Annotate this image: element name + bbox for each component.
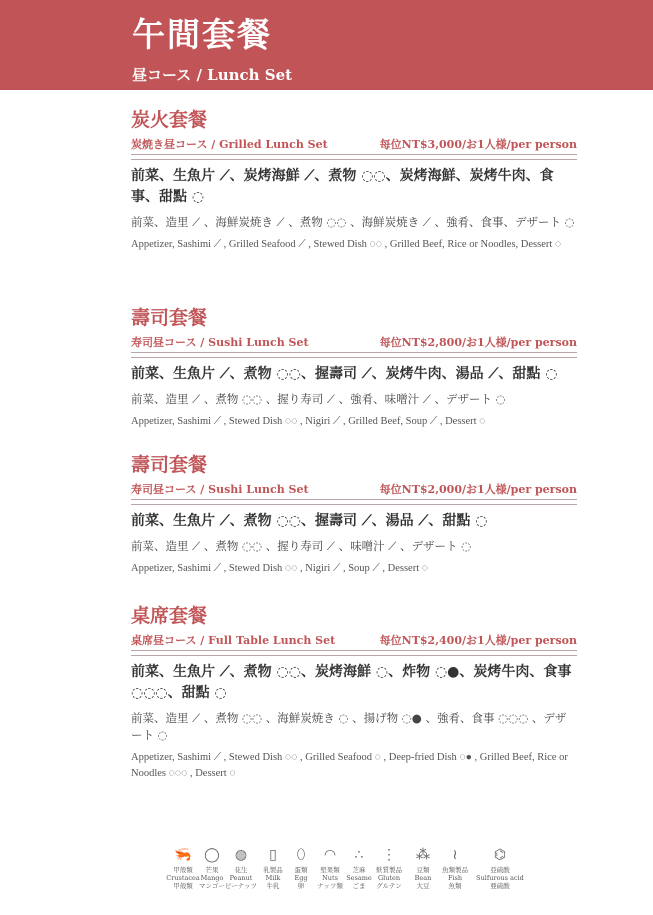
legend-item: 🦐 甲殼類 Crustacea 甲殻類 <box>163 844 203 890</box>
section-subtitle-en: Sushi Lunch Set <box>208 336 309 349</box>
legend-item: ⬯ 蛋類 Egg 卵 <box>281 844 321 890</box>
section-subtitle-en: Grilled Lunch Set <box>219 138 328 151</box>
shrimp-icon: 🦐 <box>174 847 192 863</box>
section-price: 每位NT$2,000/お1人様/per person <box>379 483 577 496</box>
legend-item: ⁂ 豆類 Bean 大豆 <box>403 844 443 890</box>
legend-item: ◍ 花生 Peanut ピーナッツ <box>221 844 261 890</box>
divider <box>131 499 577 505</box>
menu-line-jp: 前菜、造里 ⟋ 、煮物 ◌◌ 、握り寿司 ⟋ 、強肴、味噌汁 ⟋ 、デザート ◌ <box>131 392 506 406</box>
menu-line-en: Appetizer, Sashimi ⟋ , Stewed Dish ◌◌ , Grilled Seafood ◌ , Deep-fried Dish ◌● , Grilled Beef, Rice or Noodles ◌◌◌ , Dessert ◌ <box>131 752 568 779</box>
menu-section: 炭火套餐 炭焼き昼コース / Grilled Lunch Set 每位NT$3,000/お1人様/per person 前菜、生魚片 ⟋、炭烤海鮮 ⟋、煮物 ◌◌、炭烤海鮮、炭烤牛肉、食事、甜點 ◌ 前菜、造里 ⟋ 、海鮮炭焼き ⟋ 、煮物 ◌◌ 、海鮮炭焼き ⟋ 、強肴、食事、デザート ◌ Appetizer, Sashimi ⟋ , Grilled Seafood ⟋ , Stewed Dish ◌◌ , Grilled Beef, Rice or Noodles, Dessert ◌ <box>131 111 577 253</box>
section-subtitle-jp: 寿司昼コース <box>131 483 197 496</box>
section-subtitle-en: Full Table Lunch Set <box>208 634 336 647</box>
menu-line-en: Appetizer, Sashimi ⟋ , Stewed Dish ◌◌ , Nigiri ⟋ , Soup ⟋ , Dessert ◌ <box>131 563 428 574</box>
section-title: 壽司套餐 <box>131 454 208 476</box>
menu-section: 壽司套餐 寿司昼コース / Sushi Lunch Set 每位NT$2,800/お1人様/per person 前菜、生魚片 ⟋、煮物 ◌◌、握壽司 ⟋、炭烤牛肉、湯品 ⟋、甜點 ◌ 前菜、造里 ⟋ 、煮物 ◌◌ 、握り寿司 ⟋ 、強肴、味噌汁 ⟋ 、デザート ◌ Appetizer, Sashimi ⟋ , Stewed Dish ◌◌ , Nigiri ⟋ , Grilled Beef, Soup ⟋ , Dessert ◌ <box>131 309 577 430</box>
menu-line-zh: 前菜、生魚片 ⟋、煮物 ◌◌、握壽司 ⟋、湯品 ⟋、甜點 ◌ <box>131 513 488 529</box>
legend-item: ▯ 乳製品 Milk 牛乳 <box>253 844 293 890</box>
egg-icon: ⬯ <box>296 847 306 863</box>
sulfite-icon: ⌬ <box>493 847 507 863</box>
bean-icon: ⁂ <box>416 847 430 863</box>
menu-line-zh: 前菜、生魚片 ⟋、煮物 ◌◌、握壽司 ⟋、炭烤牛肉、湯品 ⟋、甜點 ◌ <box>131 366 558 382</box>
divider <box>131 352 577 358</box>
legend-item: ⋮ 麩質製品 Gluten グルテン <box>369 844 409 890</box>
section-subtitle-jp: 桌席昼コース <box>131 634 197 647</box>
legend-item: ∴ 芝麻 Sesame ごま <box>339 844 379 890</box>
menu-line-zh: 前菜、生魚片 ⟋、煮物 ◌◌、炭烤海鮮 ◌、炸物 ◌●、炭烤牛肉、食事 ◌◌◌、甜點 ◌ <box>131 664 572 701</box>
section-subtitle-jp: 寿司昼コース <box>131 336 197 349</box>
section-price: 每位NT$3,000/お1人様/per person <box>379 138 577 151</box>
menu-section: 桌席套餐 桌席昼コース / Full Table Lunch Set 每位NT$2,400/お1人様/per person 前菜、生魚片 ⟋、煮物 ◌◌、炭烤海鮮 ◌、炸物 ◌●、炭烤牛肉、食事 ◌◌◌、甜點 ◌ 前菜、造里 ⟋ 、煮物 ◌◌ 、海鮮炭焼き ◌ 、揚げ物 ◌● 、強肴、食事 ◌◌◌ 、デザート ◌ Appetizer, Sashimi ⟋ , Stewed Dish ◌◌ , Grilled Seafood ◌ , Deep-fried Dish ◌● , Grilled Beef, Rice or Noodles ◌◌◌ , Dessert ◌ <box>131 607 577 782</box>
menu-line-jp: 前菜、造里 ⟋ 、煮物 ◌◌ 、海鮮炭焼き ◌ 、揚げ物 ◌● 、強肴、食事 ◌◌◌ 、デザート ◌ <box>131 711 567 742</box>
menu-line-zh: 前菜、生魚片 ⟋、炭烤海鮮 ⟋、煮物 ◌◌、炭烤海鮮、炭烤牛肉、食事、甜點 ◌ <box>131 168 554 205</box>
menu-line-jp: 前菜、造里 ⟋ 、海鮮炭焼き ⟋ 、煮物 ◌◌ 、海鮮炭焼き ⟋ 、強肴、食事、デザート ◌ <box>131 215 575 229</box>
menu-line-jp: 前菜、造里 ⟋ 、煮物 ◌◌ 、握り寿司 ⟋ 、味噌汁 ⟋ 、デザート ◌ <box>131 539 472 553</box>
legend-item: ⌬ 亞硫酸 Sulfurous acid 亜硫酸 <box>475 844 525 890</box>
legend-item: ◯ 芒果 Mango マンゴー <box>192 844 232 890</box>
section-title: 壽司套餐 <box>131 307 208 329</box>
page-title: 午間套餐 <box>132 15 272 54</box>
header-banner <box>0 0 653 90</box>
legend-item: ◠ 堅果類 Nuts ナッツ類 <box>310 844 350 890</box>
mango-icon: ◯ <box>204 847 220 863</box>
section-title: 桌席套餐 <box>131 605 208 627</box>
sesame-icon: ∴ <box>354 847 364 863</box>
legend-item: ≀ 魚類製品 Fish 魚類 <box>435 844 475 890</box>
divider <box>131 154 577 160</box>
menu-section: 壽司套餐 寿司昼コース / Sushi Lunch Set 每位NT$2,000/お1人様/per person 前菜、生魚片 ⟋、煮物 ◌◌、握壽司 ⟋、湯品 ⟋、甜點 ◌ 前菜、造里 ⟋ 、煮物 ◌◌ 、握り寿司 ⟋ 、味噌汁 ⟋ 、デザート ◌ Appetizer, Sashimi ⟋ , Stewed Dish ◌◌ , Nigiri ⟋ , Soup ⟋ , Dessert ◌ <box>131 456 577 577</box>
divider <box>131 650 577 656</box>
section-price: 每位NT$2,400/お1人様/per person <box>379 634 577 647</box>
allergen-legend <box>163 844 523 904</box>
milk-icon: ▯ <box>269 847 277 863</box>
page-subtitle: 昼コース / Lunch Set <box>132 66 293 84</box>
section-title: 炭火套餐 <box>131 109 208 131</box>
menu-line-en: Appetizer, Sashimi ⟋ , Stewed Dish ◌◌ , Nigiri ⟋ , Grilled Beef, Soup ⟋ , Dessert ◌ <box>131 416 486 427</box>
fish-icon: ≀ <box>452 847 458 863</box>
nuts-icon: ◠ <box>323 847 337 863</box>
section-price: 每位NT$2,800/お1人様/per person <box>379 336 577 349</box>
menu-line-en: Appetizer, Sashimi ⟋ , Grilled Seafood ⟋ , Stewed Dish ◌◌ , Grilled Beef, Rice or Noodles, Dessert ◌ <box>131 239 562 250</box>
section-subtitle-en: Sushi Lunch Set <box>208 483 309 496</box>
section-subtitle-jp: 炭焼き昼コース <box>131 138 208 151</box>
peanut-icon: ◍ <box>234 847 248 863</box>
gluten-icon: ⋮ <box>382 847 396 863</box>
